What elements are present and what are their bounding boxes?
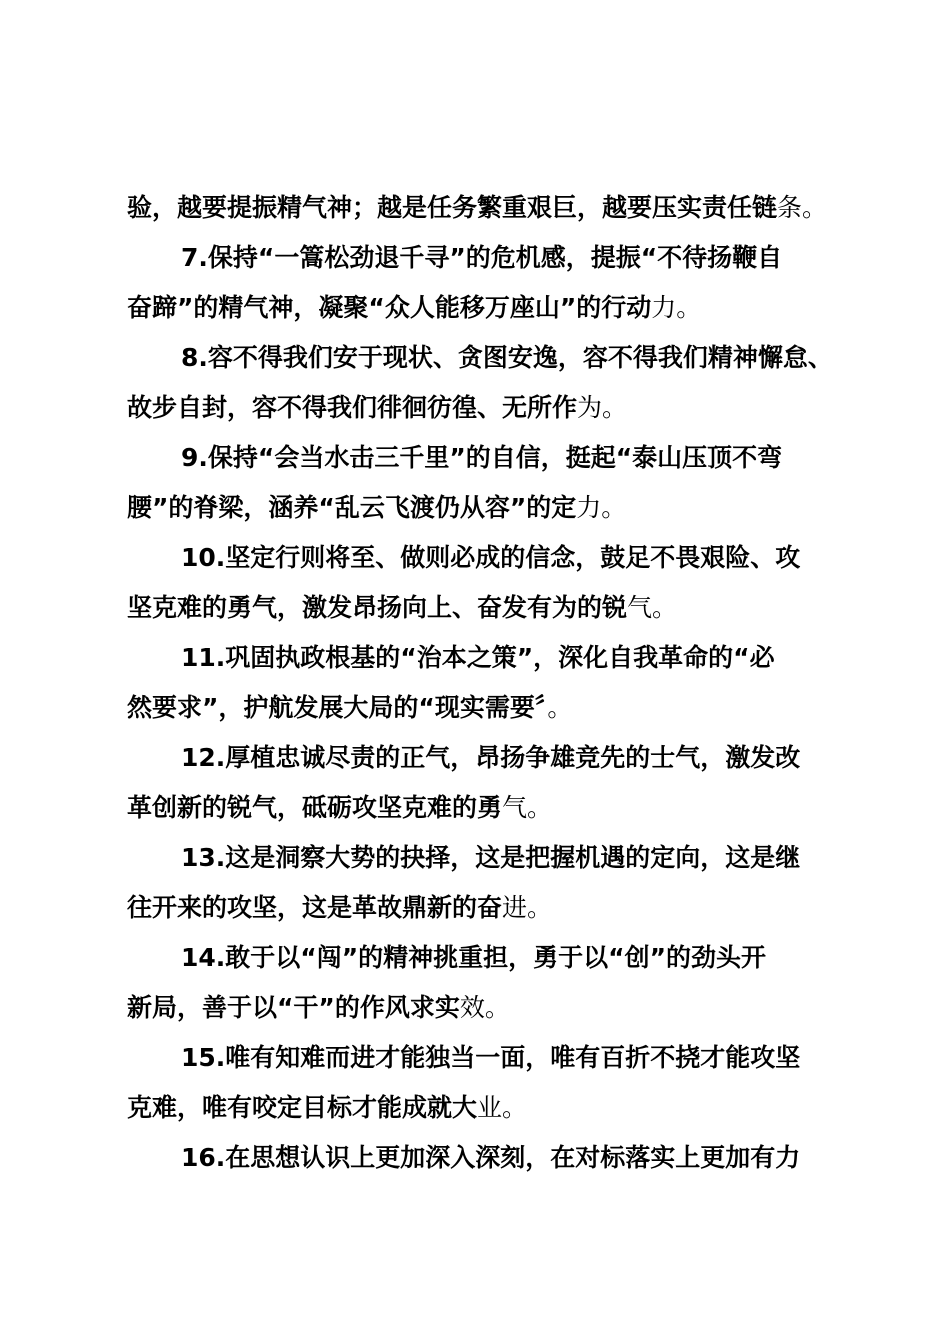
paragraph-9-line-1: 9.保持“会当水击三千里”的自信，挺起“泰山压顶不弯 bbox=[181, 443, 783, 472]
paragraph-15-line-1: 15.唯有知难而进才能独当一面，唯有百折不挠才能攻坚 bbox=[181, 1043, 801, 1072]
paragraph-12-line-1: 12.厚植忠诚尽责的正气，昂扬争雄竞先的士气，激发改 bbox=[181, 743, 801, 772]
paragraph-12-line-2: 革创新的锐气，砥砺攻坚克难的勇气。 bbox=[127, 793, 553, 822]
paragraph-15-line-2: 克难，唯有咬定目标才能成就大业。 bbox=[127, 1093, 528, 1122]
paragraph-13-line-1: 13.这是洞察大势的抉择，这是把握机遇的定向，这是继 bbox=[181, 843, 801, 872]
paragraph-8-line-2: 故步自封，容不得我们徘徊彷徨、无所作为。 bbox=[127, 393, 628, 422]
paragraph-7-line-2: 奋蹄”的精气神，凝聚“众人能移万座山”的行动力。 bbox=[127, 293, 702, 322]
paragraph-10-line-1: 10.坚定行则将至、做则必成的信念，鼓足不畏艰险、攻 bbox=[181, 543, 801, 572]
paragraph-10-line-2: 坚克难的勇气，激发昂扬向上、奋发有为的锐气。 bbox=[127, 593, 678, 622]
document-body bbox=[127, 183, 837, 1183]
paragraph-7-line-1: 7.保持“一篙松劲退千寻”的危机感，提振“不待扬鞭自 bbox=[181, 243, 783, 272]
paragraph-14-line-2: 新局，善于以“干”的作风求实效。 bbox=[127, 993, 510, 1022]
paragraph-11-line-2: 然要求”，护航发展大局的“现实需要〞。 bbox=[127, 693, 573, 722]
paragraph-13-line-2: 往开来的攻坚，这是革故鼎新的奋进。 bbox=[127, 893, 553, 922]
paragraph-11-line-1: 11.巩固执政根基的“治本之策”，深化自我革命的“必 bbox=[181, 643, 775, 672]
paragraph-continuation-line: 验，越要提振精气神；越是任务繁重艰巨，越要压实责任链条。 bbox=[127, 193, 828, 222]
paragraph-9-line-2: 腰”的脊梁，涵养“乱云飞渡仍从容”的定力。 bbox=[127, 493, 627, 522]
paragraph-8-line-1: 8.容不得我们安于现状、贪图安逸，容不得我们精神懈怠、 bbox=[181, 343, 833, 372]
paragraph-14-line-1: 14.敢于以“闯”的精神挑重担，勇于以“创”的劲头开 bbox=[181, 943, 767, 972]
paragraph-16-line-1: 16.在思想认识上更加深入深刻，在对标落实上更加有力 bbox=[181, 1143, 801, 1172]
